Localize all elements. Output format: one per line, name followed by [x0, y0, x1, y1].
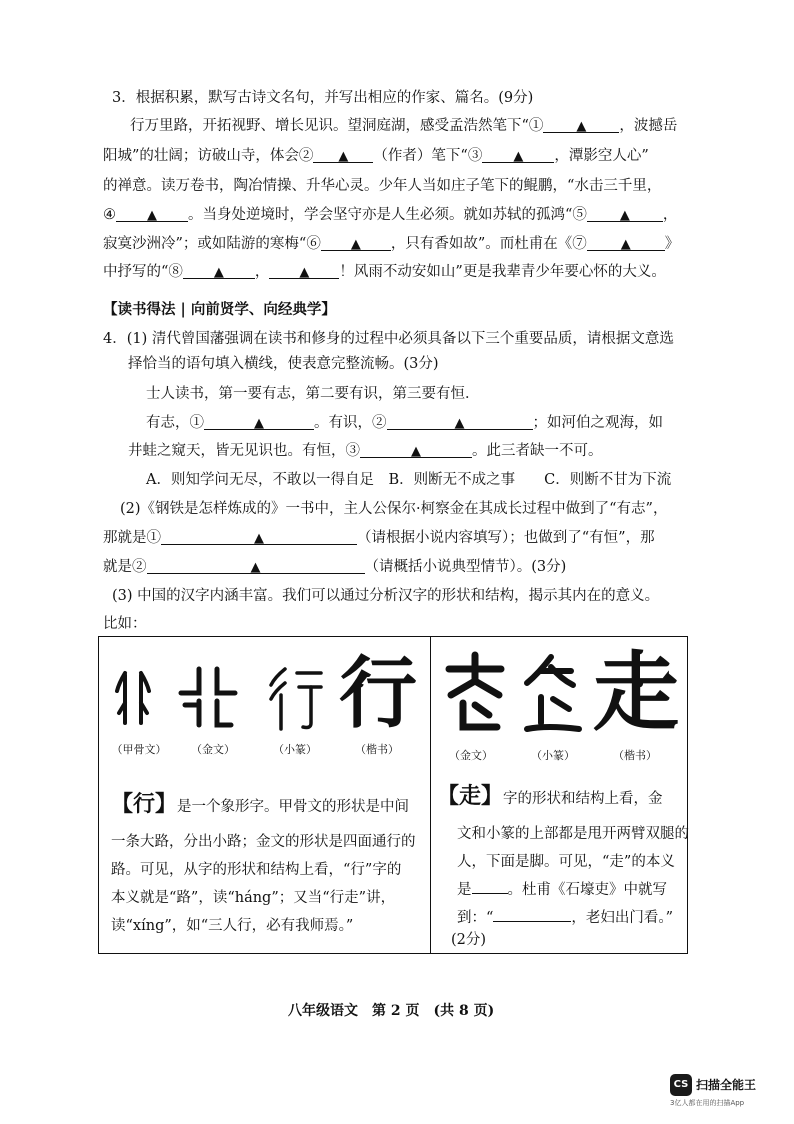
- zou-head: 【走】: [437, 783, 504, 809]
- blank-q4-2-1[interactable]: ▲: [161, 528, 357, 545]
- q3-line-3: 的禅意。读万卷书，陶冶情操、升华心灵。少年人当如庄子笔下的鲲鹏，“水击三千里，: [103, 178, 662, 194]
- xing-head: 【行】: [111, 791, 178, 817]
- zou-box: [430, 636, 688, 954]
- blank-8a[interactable]: ▲: [183, 262, 255, 279]
- q3-line-2: 阳城”的壮阔；访破山寺，体会② ▲ （作者）笔下“③ ▲ ，潭影空人心”: [103, 148, 649, 164]
- scanner-logo-icon: CS: [670, 1074, 692, 1096]
- q4-p2-line-3: 就是② ▲ （请概括小说典型情节）。(3分): [103, 559, 567, 575]
- xing-text-5: 读“xíng”，如“三人行，必有我师焉。”: [111, 918, 354, 934]
- q3-line-1: 行万里路，开拓视野、增长见识。望洞庭湖，感受孟浩然笔下“① ▲ ，波撼岳: [130, 118, 678, 134]
- blank-q4-3[interactable]: ▲: [360, 441, 472, 458]
- scanner-name: 扫描全能王: [696, 1078, 757, 1092]
- zou-caption-bronze: （金文）: [449, 749, 493, 762]
- xing-seal-glyph: [267, 665, 325, 733]
- zou-text-2: 文和小篆的上部都是甩开两臂双腿的: [457, 826, 689, 842]
- q4-p3-line-2: 比如：: [103, 616, 147, 632]
- xing-text-3: 路。可见，从字的形状和结构上看，“行”字的: [111, 862, 402, 878]
- blank-6[interactable]: ▲: [321, 234, 391, 251]
- xing-caption-oracle: （甲骨文）: [111, 743, 167, 756]
- blank-q4-1[interactable]: ▲: [204, 413, 314, 430]
- zou-text-5: 到：“ ，老妇出门看。”: [457, 901, 673, 935]
- q4-quote: 士人读书，第一要有志，第二要有识，第三要有恒．: [146, 386, 480, 402]
- scanner-tagline: 3亿人都在用的扫描App: [670, 1099, 745, 1107]
- blank-1[interactable]: ▲: [543, 116, 619, 133]
- q4-fill-line-2: 井蛙之窥天，皆无见识也。有恒，③ ▲ 。此三者缺一不可。: [128, 443, 603, 459]
- xing-bronze-glyph: [177, 665, 239, 729]
- q4-p3-line-1: (3) 中国的汉字内涵丰富。我们可以通过分析汉字的形状和结构，揭示其内在的意义。: [112, 588, 660, 604]
- xing-text-4: 本义就是“路”，读“háng”；又当“行走”讲，: [111, 890, 396, 906]
- zou-text-3: 人，下面是脚。可见，“走”的本义: [457, 854, 675, 870]
- q4-options: A．则知学问无尽，不敢以一得自足 B．则断无不成之事 C．则断不甘为下流: [146, 472, 672, 488]
- zou-text-4: 是 。杜甫《石壕吏》中就写: [457, 873, 667, 907]
- blank-5[interactable]: ▲: [587, 205, 663, 222]
- xing-text-1: 【行】是一个象形字。甲骨文的形状是中间: [111, 791, 410, 817]
- blank-4[interactable]: ▲: [116, 205, 188, 222]
- zou-seal-glyph: [517, 651, 587, 737]
- xing-box: [98, 636, 431, 954]
- page-footer: 八年级语文 第 2 页 (共 8 页): [288, 1003, 495, 1019]
- xing-oracle-glyph: [113, 667, 153, 729]
- q4-p1-line-2: 择恰当的语句填入横线，使表意完整流畅。(3分): [128, 356, 439, 372]
- blank-8b[interactable]: ▲: [269, 262, 339, 279]
- zou-caption-kai: （楷书）: [613, 749, 657, 762]
- scanner-watermark: [670, 1074, 780, 1108]
- q4-p2-line-1: (2)《钢铁是怎样炼成的》一书中，主人公保尔·柯察金在其成长过程中做到了“有志”，: [120, 501, 668, 517]
- xing-kai-glyph: 行: [338, 648, 417, 739]
- section-header: 【读书得法 | 向前贤学、向经典学】: [103, 301, 336, 318]
- q4-fill-line-1: 有志，① ▲ 。有识，② ▲ ；如河伯之观海，如: [146, 415, 663, 431]
- xing-caption-kai: （楷书）: [355, 743, 399, 756]
- q4-p1-line-1: 4．(1) 清代曾国藩强调在读书和修身的过程中必须具备以下三个重要品质，请根据文意选: [103, 331, 674, 347]
- blank-q4-2[interactable]: ▲: [387, 413, 533, 430]
- zou-bronze-glyph: [439, 651, 509, 737]
- blank-q4-2-2[interactable]: ▲: [147, 557, 365, 574]
- xing-text-2: 一条大路，分出小路；金文的形状是四面通行的: [111, 834, 416, 850]
- q4-p2-line-2: 那就是① ▲ （请根据小说内容填写）；也做到了“有恒”，那: [103, 530, 655, 546]
- q3-line-4: ④ ▲ 。当身处逆境时，学会坚守亦是人生必须。就如苏轼的孤鸿“⑤ ▲ ，: [103, 207, 678, 223]
- zou-blank-1[interactable]: [472, 877, 508, 894]
- zou-kai-glyph: 走: [593, 642, 679, 743]
- zou-text-6: (2分): [451, 932, 487, 948]
- blank-2[interactable]: ▲: [313, 146, 373, 163]
- blank-3[interactable]: ▲: [482, 146, 554, 163]
- q3-title: 3．根据积累，默写古诗文名句，并写出相应的作家、篇名。(9分): [112, 90, 534, 106]
- q3-line-6: 中抒写的“⑧ ▲ ， ▲ ！风雨不动安如山”更是我辈青少年要心怀的大义。: [103, 264, 666, 280]
- zou-blank-2[interactable]: [493, 905, 571, 922]
- q3-line-5: 寂寞沙洲冷”；或如陆游的寒梅“⑥ ▲ ，只有香如故”。而杜甫在《⑦ ▲ 》: [103, 236, 680, 252]
- blank-7[interactable]: ▲: [587, 234, 665, 251]
- zou-caption-seal: （小篆）: [531, 749, 575, 762]
- xing-caption-bronze: （金文）: [191, 743, 235, 756]
- zou-text-1: 【走】字的形状和结构上看，金: [437, 783, 663, 809]
- xing-caption-seal: （小篆）: [273, 743, 317, 756]
